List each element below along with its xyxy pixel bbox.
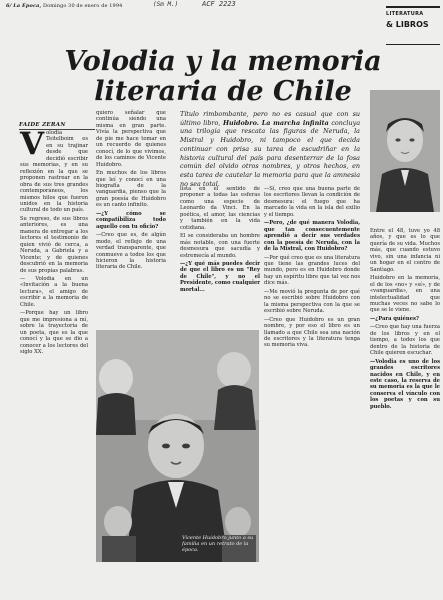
column-2-question: —¿Y cómo se compatibiliza todo aquello con tu oficio?: [96, 210, 166, 230]
header-dateline: [6, 3, 122, 9]
headline-line-2: literaria de Chile: [94, 76, 352, 107]
portrait-photo-illustration: [370, 90, 440, 212]
section-label-bottom: & LIBROS: [386, 20, 429, 29]
column-1-paragraph: Su regreso, de sus libros anteriores, es una manera de entregar a los lectores el testimonio de quien vivió de cerca, a Neruda, a Gabriela y a Vicente; y de quienes descubrió en la memoria de sus propias palabras.: [20, 215, 88, 274]
column-5-paragraph: —Volodia es uno de los grandes escritores nacidos en Chile, y en este caso, la reserva de su memoria es la que le conserva el vínculo con los poetas y con su pueblo.: [370, 358, 440, 410]
page-header: [0, 0, 443, 40]
headline-line-1: Volodia y la memoria: [64, 46, 382, 77]
deck-rest: concluya una trilogía que rescata las figuras de Neruda, la Mistral y Huidobro, ni tampoco el que decida continuar con prisa su tarea de escudriñar en la historia cultural del país para desenterrar de la fosa común del olvido otros nombres, y otros hechos, en esta tarea de cautelar la memoria para que la amnesia no sea total.: [180, 118, 361, 188]
photo-caption: Vicente Huidobro junto a su familia en un retrato de la época.: [182, 535, 254, 553]
deck-book-title: Huidobro. La marcha infinita: [222, 118, 329, 127]
column-3-paragraph: El se consideraba un hombre más notable, con una fuerte desmesura que sacudía y estremecía al mundo.: [180, 233, 260, 259]
issue-date: Domingo 30 de enero de 1994: [43, 3, 123, 9]
column-1-lead: olodia Teitelboim es en su trajinar desde que decidió escribir sus memorias, y en su reflexión en la que se proponen rastrear en la obra de sus tres grandes contemporáneos, los mismos hilos que fueron unidos en la historia cultural de todo un país.: [20, 130, 88, 214]
column-4-paragraph: —Creo que Huidobro es un gran nombre, y por eso el libro es un llamado a que Chile sea una nación de escritores y la literatura tenga su memoria viva.: [264, 316, 360, 349]
column-5-paragraph: Entre el 48, tuve yo 48 años, y que es lo que quería de su vida. Muchos más, que cuando estuvo vivo, sin una infancia ni un hogar en el centro de Santiago.: [370, 228, 440, 273]
column-5-paragraph: Huidobro en la memoria, el de los «no» y «sí», y de «vanguardia», en una intelectualidad que muchas veces no sabe lo que se le viene.: [370, 275, 440, 314]
text-column-1: [20, 126, 88, 357]
text-column-4: [264, 186, 360, 351]
text-column-3: [180, 186, 260, 295]
column-2-paragraph: quiero señalar que continúa siendo una misma en gran parte. Vivía la perspectiva que de pie me hace tomar en un recuerdo de quienes conocí, de lo que vivimos, de los caminos de Vicente Huidobro.: [96, 110, 166, 168]
column-5-question: —¿Para quiénes?: [370, 315, 419, 322]
handwritten-catalog-number: ACF 2223: [202, 0, 236, 8]
section-label-top: LITERATURA: [386, 11, 424, 17]
column-4-paragraph: —Me movió la pregunta de por qué no se escribió sobre Huidobro con la misma perspectiva con la que se escribió sobre Neruda.: [264, 288, 360, 315]
column-3-paragraph: lista en el sentido de proponer a todas las esferas como una especie de Leonardo da Vinci. En la poética, el amor, las ciencias y también en la vida cotidiana.: [180, 186, 260, 231]
column-1-question: — Volodia en un «Invitación a la buena lectura», el amigo de escribir a la memoria de Chile.: [20, 275, 88, 308]
article-deck: [180, 110, 360, 188]
column-2-paragraph: En muchos de los libros que leí y conocí en una biografía de la vanguardia, pienso que la gran poesía de Huidobro es un canto infinito.: [96, 170, 166, 209]
publication-name: La Época,: [13, 3, 42, 9]
column-4-question: —Pero, ¿de qué manera Volodia, que tan consecuentemente aprendió a decir sus verdades con la poesía de Neruda, con la de la Mistral, con Huidobro?: [264, 220, 360, 253]
column-3-question: —¿Y qué más puedes decir de que el libro es un "Rey de Chile", y no el Presidente, como cualquier mortal...: [180, 260, 260, 293]
portrait-photo: [370, 90, 440, 212]
article-headline: [30, 47, 416, 107]
deck-lead: Título rimbombante, pero no es casual que con su último libro,: [180, 110, 360, 127]
text-column-2: [96, 110, 166, 273]
page-number: 6/: [6, 3, 12, 9]
text-column-5: [370, 228, 440, 412]
column-5-paragraph: —Creo que hay una fuerza de los libros y en el tiempo, a todos los que dentro de la historia de Chile quieren escuchar.: [370, 324, 440, 357]
column-1-paragraph: —Porque hay un libro que me impresiona a mí, sobre la trayectoria de un poeta, que es la que conocí y la que se dio a conocer a los lectores del siglo XX.: [20, 310, 88, 355]
byline: FAIDE ZERAN: [19, 122, 66, 128]
handwritten-note: (Sm M.): [153, 1, 179, 8]
drop-cap: V: [20, 126, 45, 162]
huidobro-photo-illustration: [96, 330, 259, 562]
column-4-paragraph: —Por qué creo que es una literatura que tiene las grandes luces del mundo, pero es en Huidobro donde hay un espíritu libre que tal vez nos dice más.: [264, 254, 360, 287]
column-2-paragraph: —Creo que es, de algún modo, el reflejo de una verdad transparente, que conmueve a todos los que hicieron la historia literaria de Chile.: [96, 232, 166, 271]
huidobro-photo: [96, 330, 259, 562]
column-4-paragraph: —Sí, creo que una buena parte de los escritores llevan la condición de desmesura: el fuego que ha marcado la vida en la isla del exilio y el tiempo.: [264, 186, 360, 218]
section-label: [386, 6, 440, 45]
